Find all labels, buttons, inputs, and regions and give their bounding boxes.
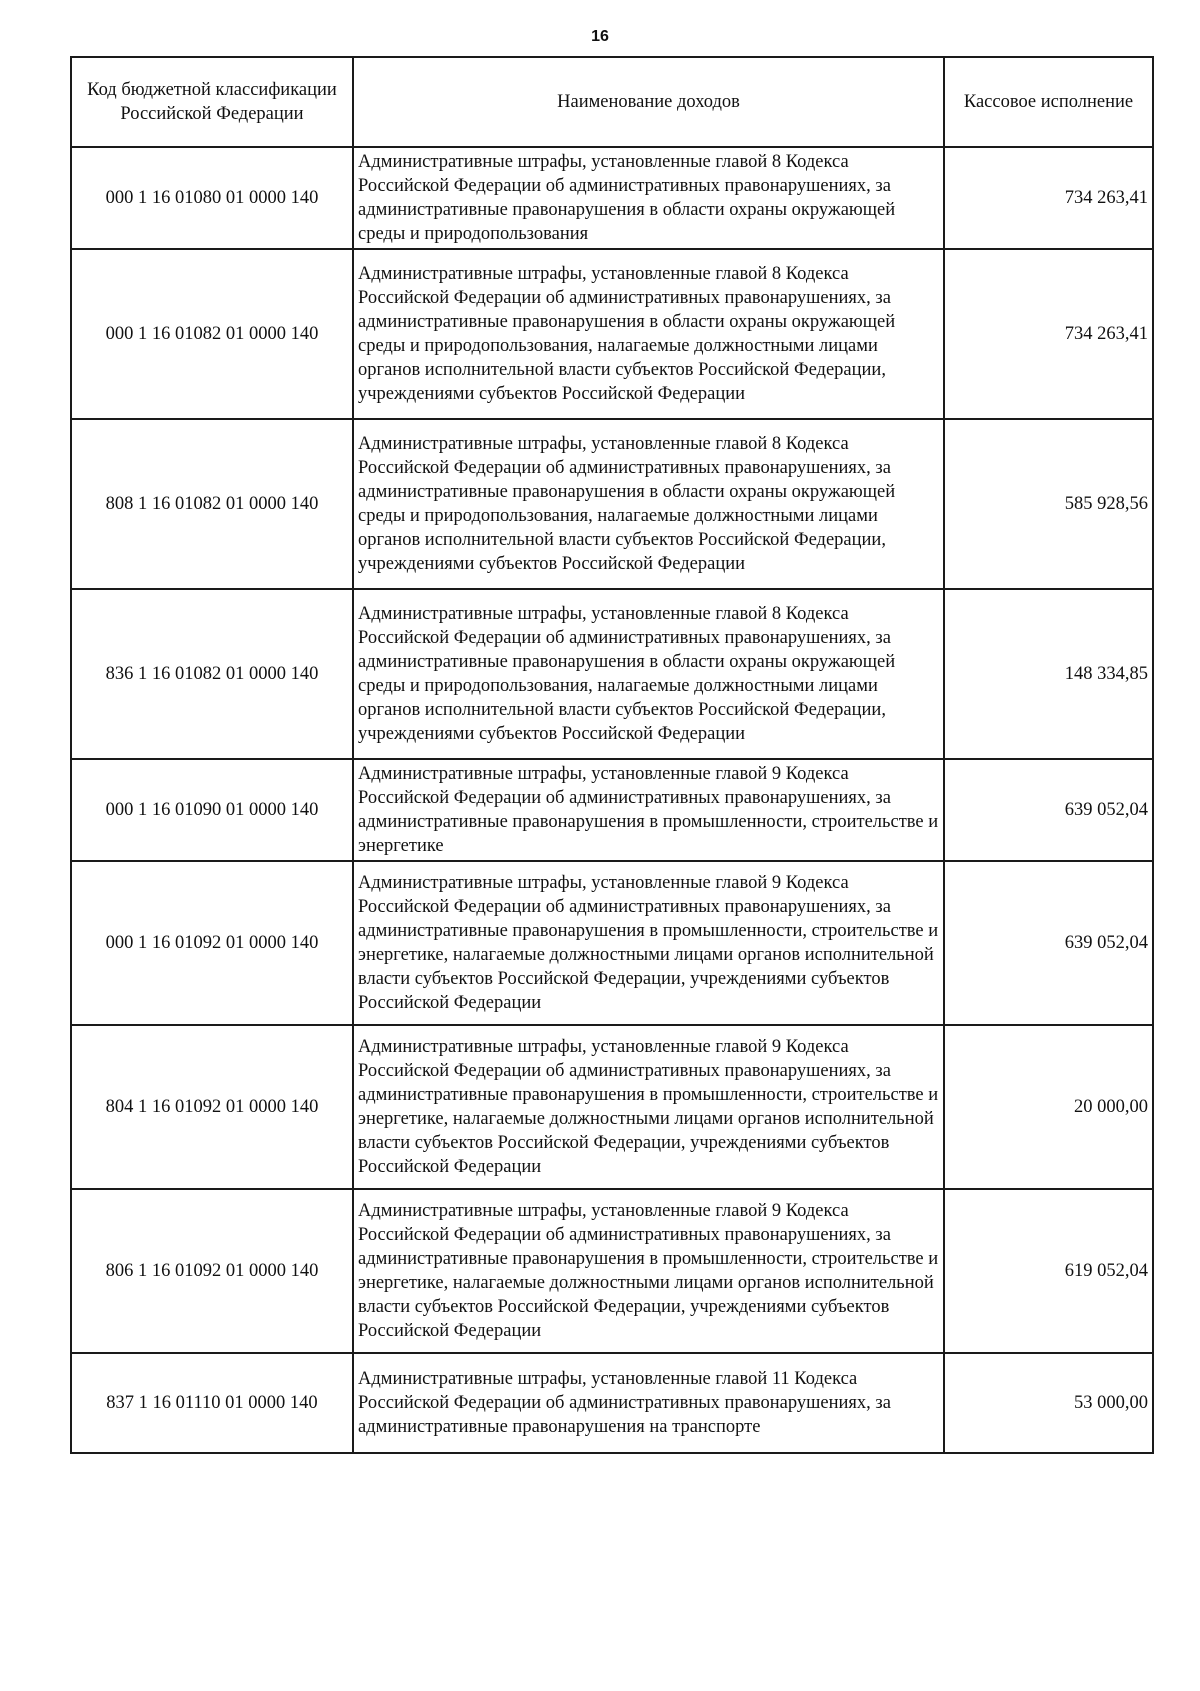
header-amount: Кассовое исполнение bbox=[944, 57, 1153, 147]
row-code: 000 1 16 01082 01 0000 140 bbox=[71, 249, 353, 419]
row-code: 000 1 16 01092 01 0000 140 bbox=[71, 861, 353, 1025]
row-amount: 148 334,85 bbox=[944, 589, 1153, 759]
row-code: 808 1 16 01082 01 0000 140 bbox=[71, 419, 353, 589]
header-name: Наименование доходов bbox=[353, 57, 944, 147]
row-amount: 639 052,04 bbox=[944, 861, 1153, 1025]
row-name: Административные штрафы, установленные главой 9 Кодекса Российской Федерации об административных правонарушениях, за административные правонарушения в промышленности, строительстве и энергетике, налагаемые должностными лицами органов исполнительной власти субъектов Российской Федерации, учреждениями субъектов Российской Федерации bbox=[353, 1189, 944, 1353]
row-code: 836 1 16 01082 01 0000 140 bbox=[71, 589, 353, 759]
table-row bbox=[71, 759, 1153, 861]
table-row bbox=[71, 249, 1153, 419]
table-row bbox=[71, 419, 1153, 589]
page-number: 16 bbox=[591, 28, 609, 45]
table-row bbox=[71, 1025, 1153, 1189]
table-row bbox=[71, 589, 1153, 759]
row-amount: 53 000,00 bbox=[944, 1353, 1153, 1453]
row-amount: 734 263,41 bbox=[944, 147, 1153, 249]
row-amount: 20 000,00 bbox=[944, 1025, 1153, 1189]
table-row bbox=[71, 1189, 1153, 1353]
row-name: Административные штрафы, установленные главой 8 Кодекса Российской Федерации об административных правонарушениях, за административные правонарушения в области охраны окружающей среды и природопользования, налагаемые должностными лицами органов исполнительной власти субъектов Российской Федерации, учреждениями субъектов Российской Федерации bbox=[353, 589, 944, 759]
row-amount: 619 052,04 bbox=[944, 1189, 1153, 1353]
row-code: 806 1 16 01092 01 0000 140 bbox=[71, 1189, 353, 1353]
row-name: Административные штрафы, установленные главой 9 Кодекса Российской Федерации об административных правонарушениях, за административные правонарушения в промышленности, строительстве и энергетике, налагаемые должностными лицами органов исполнительной власти субъектов Российской Федерации, учреждениями субъектов Российской Федерации bbox=[353, 1025, 944, 1189]
row-name: Административные штрафы, установленные главой 9 Кодекса Российской Федерации об административных правонарушениях, за административные правонарушения в промышленности, строительстве и энергетике bbox=[353, 759, 944, 861]
row-name: Административные штрафы, установленные главой 8 Кодекса Российской Федерации об административных правонарушениях, за административные правонарушения в области охраны окружающей среды и природопользования, налагаемые должностными лицами органов исполнительной власти субъектов Российской Федерации, учреждениями субъектов Российской Федерации bbox=[353, 419, 944, 589]
row-name: Административные штрафы, установленные главой 8 Кодекса Российской Федерации об административных правонарушениях, за административные правонарушения в области охраны окружающей среды и природопользования bbox=[353, 147, 944, 249]
table-header-row bbox=[71, 57, 1153, 147]
header-code: Код бюджетной классификации Российской Федерации bbox=[71, 57, 353, 147]
row-code: 000 1 16 01080 01 0000 140 bbox=[71, 147, 353, 249]
revenue-table bbox=[70, 56, 1154, 1454]
row-amount: 734 263,41 bbox=[944, 249, 1153, 419]
table-row bbox=[71, 147, 1153, 249]
row-amount: 585 928,56 bbox=[944, 419, 1153, 589]
row-name: Административные штрафы, установленные главой 8 Кодекса Российской Федерации об административных правонарушениях, за административные правонарушения в области охраны окружающей среды и природопользования, налагаемые должностными лицами органов исполнительной власти субъектов Российской Федерации, учреждениями субъектов Российской Федерации bbox=[353, 249, 944, 419]
row-code: 837 1 16 01110 01 0000 140 bbox=[71, 1353, 353, 1453]
row-name: Административные штрафы, установленные главой 9 Кодекса Российской Федерации об административных правонарушениях, за административные правонарушения в промышленности, строительстве и энергетике, налагаемые должностными лицами органов исполнительной власти субъектов Российской Федерации, учреждениями субъектов Российской Федерации bbox=[353, 861, 944, 1025]
row-code: 804 1 16 01092 01 0000 140 bbox=[71, 1025, 353, 1189]
table-row bbox=[71, 861, 1153, 1025]
row-code: 000 1 16 01090 01 0000 140 bbox=[71, 759, 353, 861]
row-name: Административные штрафы, установленные главой 11 Кодекса Российской Федерации об административных правонарушениях, за административные правонарушения на транспорте bbox=[353, 1353, 944, 1453]
row-amount: 639 052,04 bbox=[944, 759, 1153, 861]
table-row bbox=[71, 1353, 1153, 1453]
